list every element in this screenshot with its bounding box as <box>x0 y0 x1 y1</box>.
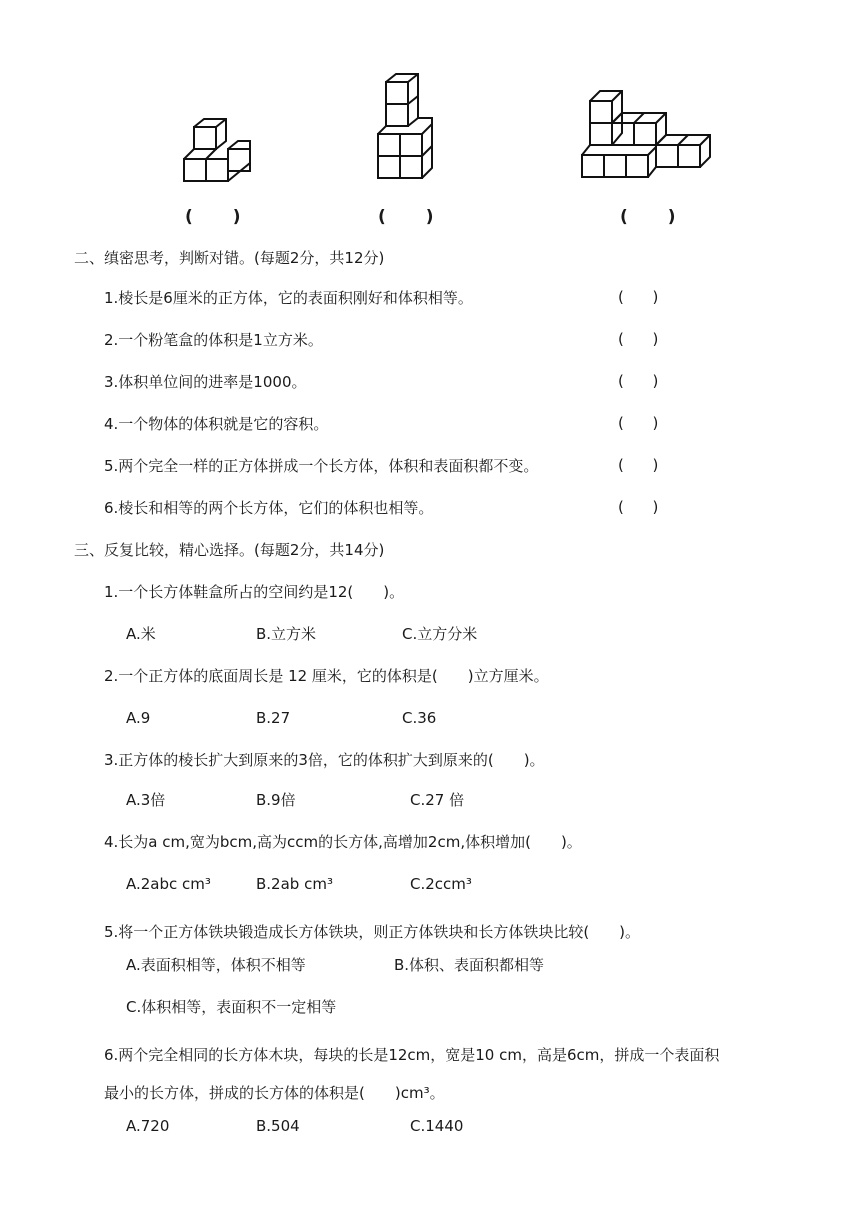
choice-q6-stem-line1: 6.两个完全相同的长方体木块，每块的长是12cm，宽是10 cm，高是6cm，拼成一个表面积 <box>104 1046 720 1064</box>
choice-q4-option-b[interactable]: B.2ab cm³ <box>256 875 333 893</box>
choice-q2-option-c[interactable]: C.36 <box>402 709 437 727</box>
judge-item-4: 4.一个物体的体积就是它的容积。 <box>104 415 329 433</box>
choice-q4-option-c[interactable]: C.2ccm³ <box>410 875 472 893</box>
choice-q4-stem: 4.长为a cm,宽为bcm,高为ccm的长方体,高增加2cm,体积增加( )。 <box>104 833 582 851</box>
judge-item-1: 1.棱长是6厘米的正方体，它的表面积刚好和体积相等。 <box>104 289 473 307</box>
choice-q5-stem: 5.将一个正方体铁块锻造成长方体铁块，则正方体铁块和长方体铁块比较( )。 <box>104 923 641 941</box>
choice-q2-stem: 2.一个正方体的底面周长是 12 厘米，它的体积是( )立方厘米。 <box>104 667 549 685</box>
section2-title: 二、缜密思考，判断对错。(每题2分，共12分) <box>74 249 385 267</box>
judge-answer-1[interactable]: ( ) <box>618 288 659 306</box>
judge-answer-2[interactable]: ( ) <box>618 330 659 348</box>
choice-q5-option-c[interactable]: C.体积相等，表面积不一定相等 <box>126 998 337 1016</box>
judge-answer-5[interactable]: ( ) <box>618 456 659 474</box>
cube-figure-3 <box>578 85 728 187</box>
choice-q3-stem: 3.正方体的棱长扩大到原来的3倍，它的体积扩大到原来的( )。 <box>104 751 545 769</box>
judge-answer-6[interactable]: ( ) <box>618 498 659 516</box>
judge-answer-4[interactable]: ( ) <box>618 414 659 432</box>
choice-q6-option-c[interactable]: C.1440 <box>410 1117 464 1135</box>
choice-q1-stem: 1.一个长方体鞋盒所占的空间约是12( )。 <box>104 583 405 601</box>
choice-q6-option-a[interactable]: A.720 <box>126 1117 170 1135</box>
choice-q5-option-a[interactable]: A.表面积相等，体积不相等 <box>126 956 306 974</box>
figure-answer-3[interactable]: ( ) <box>620 207 678 227</box>
choice-q5-option-b[interactable]: B.体积、表面积都相等 <box>394 956 545 974</box>
judge-item-6: 6.棱长和相等的两个长方体，它们的体积也相等。 <box>104 499 434 517</box>
figure-answer-2[interactable]: ( ) <box>378 207 436 227</box>
section3-title: 三、反复比较，精心选择。(每题2分，共14分) <box>74 541 385 559</box>
choice-q6-option-b[interactable]: B.504 <box>256 1117 300 1135</box>
choice-q3-option-a[interactable]: A.3倍 <box>126 791 166 809</box>
cube-figure-2 <box>372 70 447 186</box>
judge-item-2: 2.一个粉笔盒的体积是1立方米。 <box>104 331 323 349</box>
judge-item-3: 3.体积单位间的进率是1000。 <box>104 373 307 391</box>
choice-q1-option-b[interactable]: B.立方米 <box>256 625 317 643</box>
choice-q6-stem-line2: 最小的长方体，拼成的长方体的体积是( )cm³。 <box>104 1084 445 1102</box>
choice-q2-option-b[interactable]: B.27 <box>256 709 291 727</box>
choice-q1-option-c[interactable]: C.立方分米 <box>402 625 478 643</box>
judge-item-5: 5.两个完全一样的正方体拼成一个长方体，体积和表面积都不变。 <box>104 457 539 475</box>
figure-answer-1[interactable]: ( ) <box>185 207 243 227</box>
cube-figure-1 <box>180 115 255 187</box>
choice-q2-option-a[interactable]: A.9 <box>126 709 151 727</box>
choice-q3-option-c[interactable]: C.27 倍 <box>410 791 465 809</box>
choice-q4-option-a[interactable]: A.2abc cm³ <box>126 875 211 893</box>
judge-answer-3[interactable]: ( ) <box>618 372 659 390</box>
choice-q3-option-b[interactable]: B.9倍 <box>256 791 296 809</box>
choice-q1-option-a[interactable]: A.米 <box>126 625 156 643</box>
